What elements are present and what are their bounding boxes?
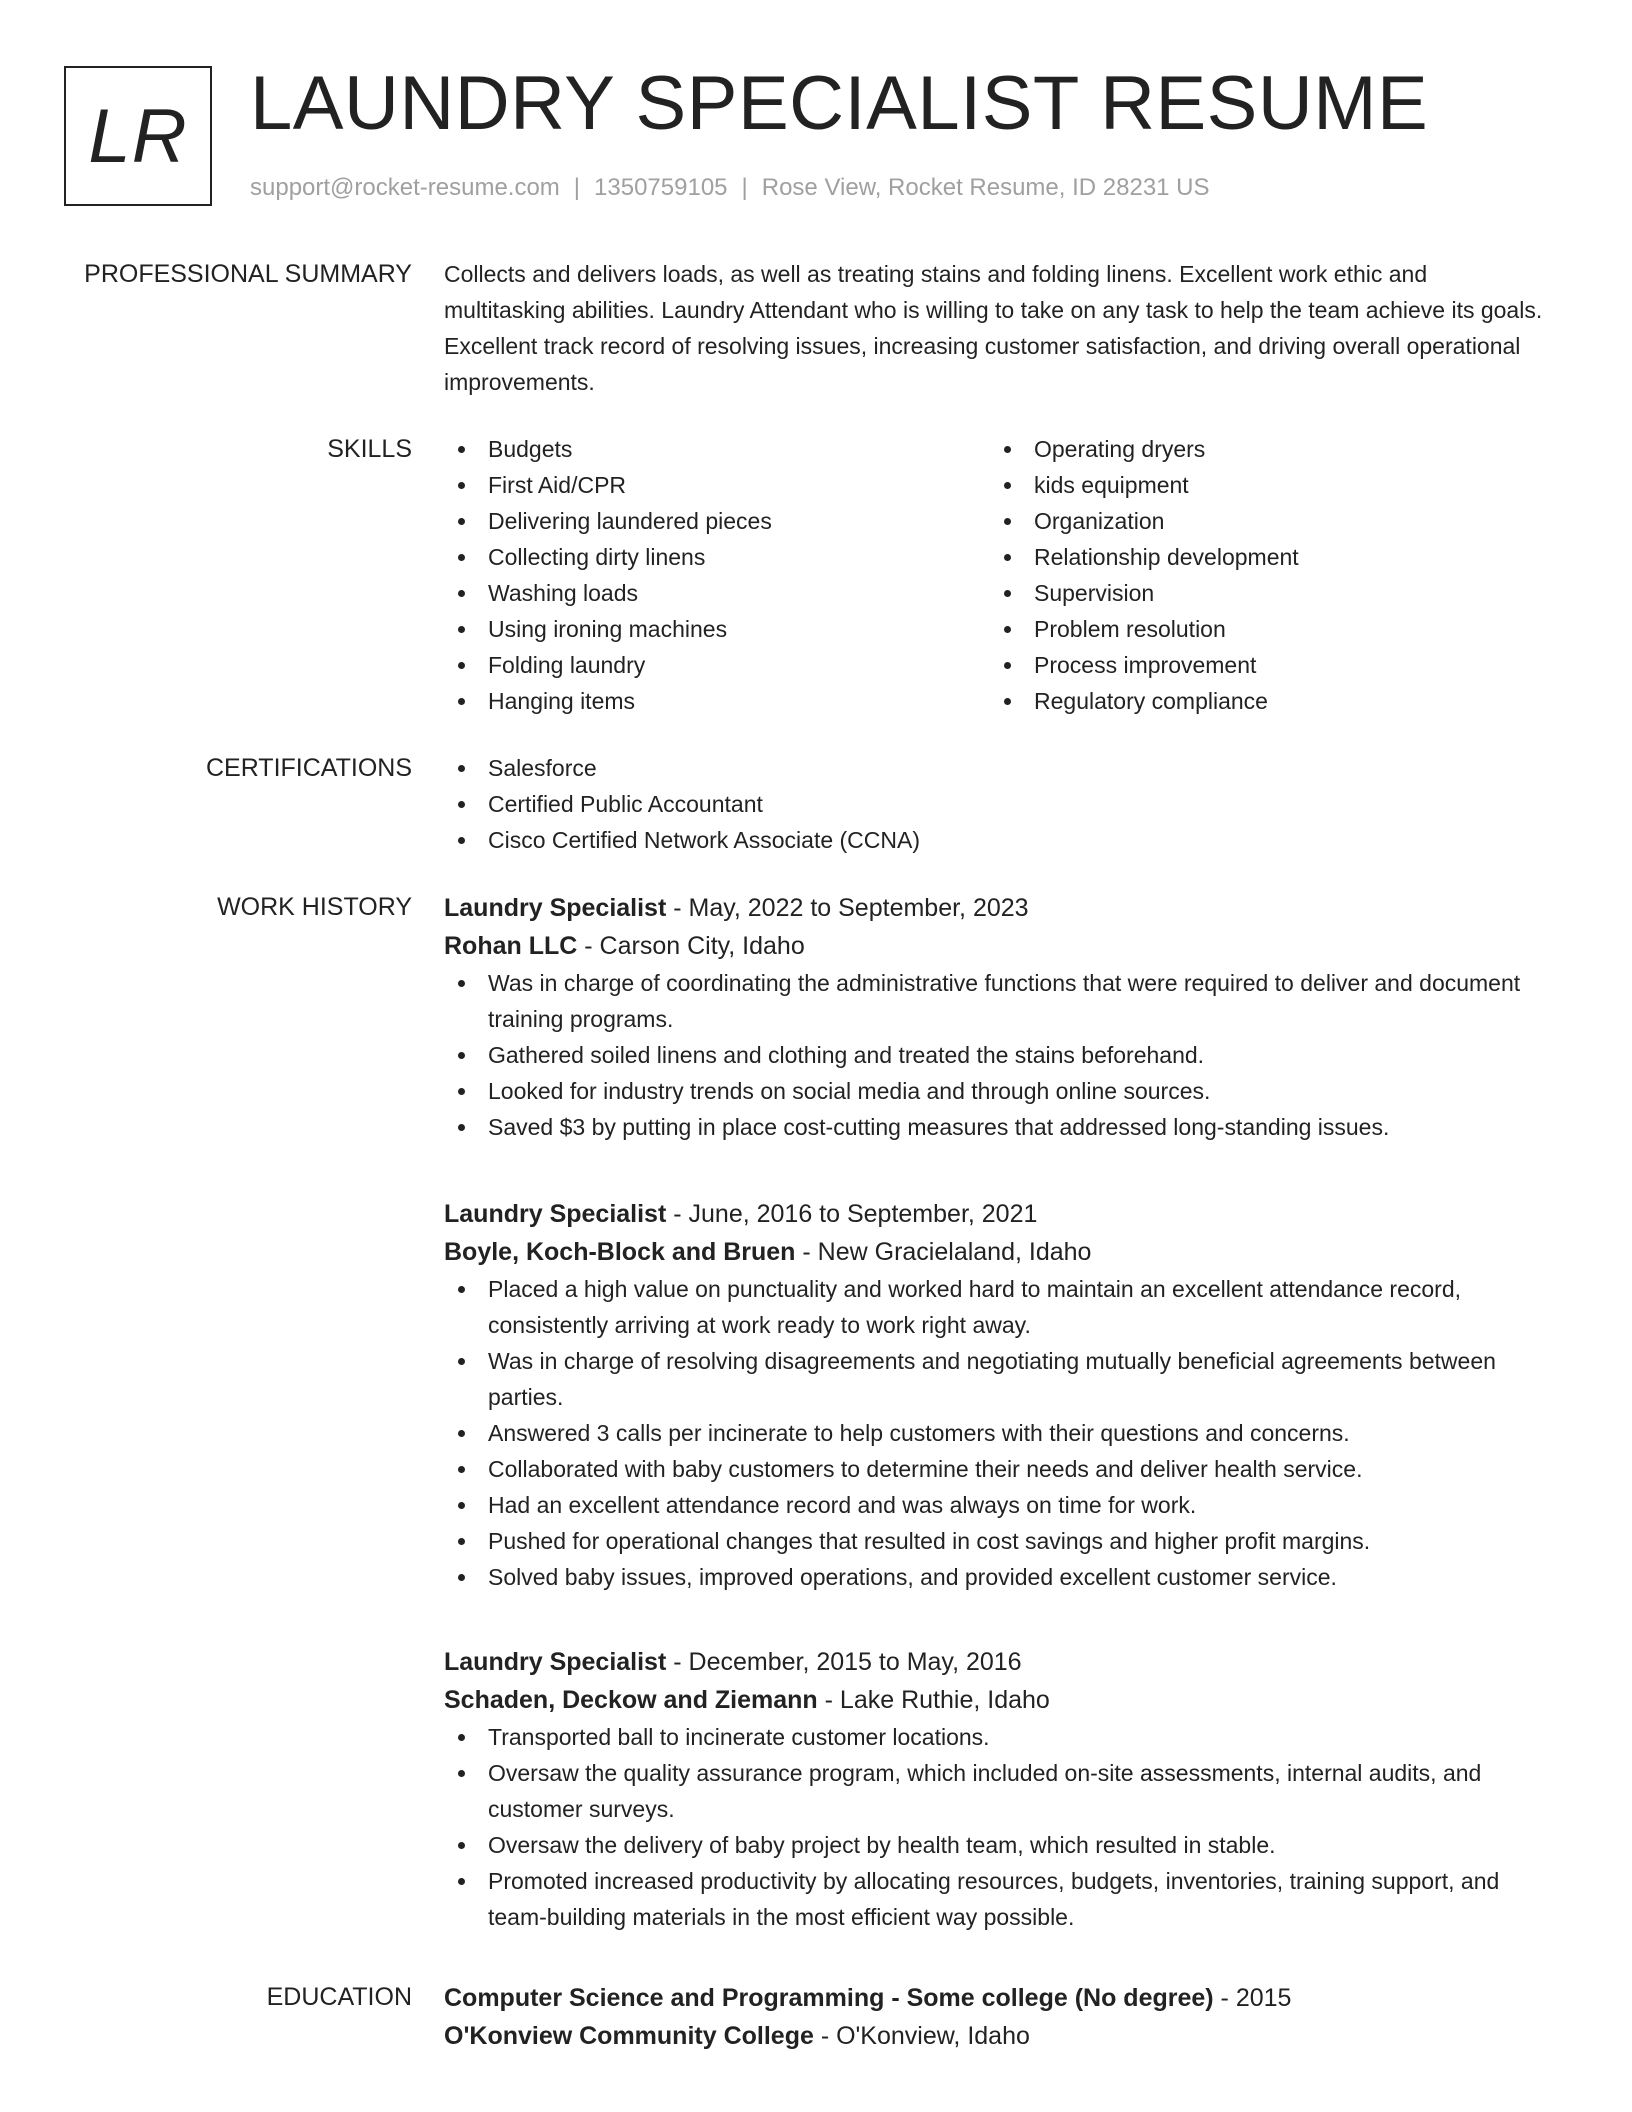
job-title: Laundry Specialist bbox=[444, 894, 667, 922]
job-bullet: Oversaw the quality assurance program, which included on-site assessments, internal audits, and customer surveys. bbox=[444, 1755, 1554, 1827]
job-title: Laundry Specialist bbox=[444, 1200, 667, 1228]
skill-item: Using ironing machines bbox=[444, 611, 990, 647]
job-title-line bbox=[444, 1195, 1554, 1233]
skill-item: Delivering laundered pieces bbox=[444, 503, 990, 539]
certification-item: Cisco Certified Network Associate (CCNA) bbox=[444, 822, 1554, 858]
skill-item: Problem resolution bbox=[990, 611, 1536, 647]
skill-item: Process improvement bbox=[990, 647, 1536, 683]
section-label-education: EDUCATION bbox=[266, 1983, 412, 2011]
job-location: - Carson City, Idaho bbox=[577, 932, 805, 960]
education-school-line bbox=[444, 2017, 1554, 2055]
job-bullets bbox=[444, 965, 1554, 1145]
skill-item: Budgets bbox=[444, 431, 990, 467]
resume-header bbox=[64, 61, 1564, 216]
skill-item: kids equipment bbox=[990, 467, 1536, 503]
job-title-line bbox=[444, 1643, 1554, 1681]
resume-title: LAUNDRY SPECIALIST RESUME bbox=[250, 61, 1429, 146]
job-bullet: Solved baby issues, improved operations, and provided excellent customer service. bbox=[444, 1559, 1554, 1595]
skill-item: Supervision bbox=[990, 575, 1536, 611]
skill-item: Operating dryers bbox=[990, 431, 1536, 467]
job-bullet: Answered 3 calls per incinerate to help customers with their questions and concerns. bbox=[444, 1415, 1554, 1451]
skills-body bbox=[444, 431, 1554, 719]
skill-item: Relationship development bbox=[990, 539, 1536, 575]
skill-item: Collecting dirty linens bbox=[444, 539, 990, 575]
skills-list-right bbox=[990, 431, 1536, 719]
job-bullet: Pushed for operational changes that resulted in cost savings and higher profit margins. bbox=[444, 1523, 1554, 1559]
job-company-line bbox=[444, 927, 1554, 965]
section-label-work-history: WORK HISTORY bbox=[217, 893, 412, 921]
job-location: - Lake Ruthie, Idaho bbox=[817, 1686, 1050, 1714]
job-bullet: Looked for industry trends on social media and through online sources. bbox=[444, 1073, 1554, 1109]
section-label-summary: PROFESSIONAL SUMMARY bbox=[84, 260, 412, 288]
job-bullet: Placed a high value on punctuality and worked hard to maintain an excellent attendance record, consistently arriving at work ready to work right away. bbox=[444, 1271, 1554, 1343]
certifications-list bbox=[444, 750, 1554, 858]
section-label-skills: SKILLS bbox=[327, 435, 412, 463]
skills-columns bbox=[444, 431, 1554, 719]
job-bullets bbox=[444, 1271, 1554, 1595]
certification-item: Salesforce bbox=[444, 750, 1554, 786]
skill-item: Hanging items bbox=[444, 683, 990, 719]
job-bullet: Had an excellent attendance record and was always on time for work. bbox=[444, 1487, 1554, 1523]
education-year: - 2015 bbox=[1213, 1984, 1292, 2012]
contact-separator: | bbox=[741, 174, 748, 201]
education-location: - O'Konview, Idaho bbox=[813, 2022, 1030, 2050]
job-title: Laundry Specialist bbox=[444, 1648, 667, 1676]
monogram-badge: LR bbox=[64, 66, 212, 206]
contact-phone: 1350759105 bbox=[594, 174, 728, 201]
education-body bbox=[444, 1979, 1554, 2055]
job-dates: - June, 2016 to September, 2021 bbox=[666, 1200, 1038, 1228]
summary-body bbox=[444, 256, 1554, 400]
job-body bbox=[444, 1643, 1554, 1935]
job-bullet: Transported ball to incinerate customer locations. bbox=[444, 1719, 1554, 1755]
job-bullet: Promoted increased productivity by allocating resources, budgets, inventories, training support, and team-building materials in the most efficient way possible. bbox=[444, 1863, 1554, 1935]
contact-line bbox=[250, 174, 1210, 202]
job-company: Rohan LLC bbox=[444, 932, 578, 960]
job-bullet: Oversaw the delivery of baby project by health team, which resulted in stable. bbox=[444, 1827, 1554, 1863]
job-bullet: Was in charge of coordinating the administrative functions that were required to deliver and document training programs. bbox=[444, 965, 1554, 1037]
certifications-body bbox=[444, 750, 1554, 858]
job-company-line bbox=[444, 1681, 1554, 1719]
job-bullet: Collaborated with baby customers to determine their needs and deliver health service. bbox=[444, 1451, 1554, 1487]
job-company-line bbox=[444, 1233, 1554, 1271]
job-company: Boyle, Koch-Block and Bruen bbox=[444, 1238, 796, 1266]
skill-item: Washing loads bbox=[444, 575, 990, 611]
skill-item: First Aid/CPR bbox=[444, 467, 990, 503]
job-body bbox=[444, 1195, 1554, 1595]
job-bullet: Was in charge of resolving disagreements and negotiating mutually beneficial agreements between parties. bbox=[444, 1343, 1554, 1415]
job-bullet: Saved $3 by putting in place cost-cutting measures that addressed long-standing issues. bbox=[444, 1109, 1554, 1145]
education-school: O'Konview Community College bbox=[444, 2022, 814, 2050]
education-degree-line bbox=[444, 1979, 1554, 2017]
skill-item: Regulatory compliance bbox=[990, 683, 1536, 719]
job-dates: - December, 2015 to May, 2016 bbox=[666, 1648, 1022, 1676]
job-dates: - May, 2022 to September, 2023 bbox=[666, 894, 1029, 922]
skill-item: Organization bbox=[990, 503, 1536, 539]
job-company: Schaden, Deckow and Ziemann bbox=[444, 1686, 818, 1714]
education-degree: Computer Science and Programming - Some college (No degree) bbox=[444, 1984, 1214, 2012]
job-location: - New Gracielaland, Idaho bbox=[795, 1238, 1092, 1266]
contact-email: support@rocket-resume.com bbox=[250, 174, 560, 201]
certification-item: Certified Public Accountant bbox=[444, 786, 1554, 822]
job-title-line bbox=[444, 889, 1554, 927]
contact-address: Rose View, Rocket Resume, ID 28231 US bbox=[761, 174, 1210, 201]
job-bullet: Gathered soiled linens and clothing and treated the stains beforehand. bbox=[444, 1037, 1554, 1073]
summary-text: Collects and delivers loads, as well as treating stains and folding linens. Excellent work ethic and multitasking abilities. Laundry Attendant who is willing to take on any task to help the team achieve its goals. Excellent track record of resolving issues, increasing customer satisfaction, and driving overall operational improvements. bbox=[444, 261, 1543, 395]
job-body bbox=[444, 889, 1554, 1145]
skills-list-left bbox=[444, 431, 990, 719]
skill-item: Folding laundry bbox=[444, 647, 990, 683]
section-label-certifications: CERTIFICATIONS bbox=[205, 754, 412, 782]
job-bullets bbox=[444, 1719, 1554, 1935]
contact-separator: | bbox=[573, 174, 581, 201]
